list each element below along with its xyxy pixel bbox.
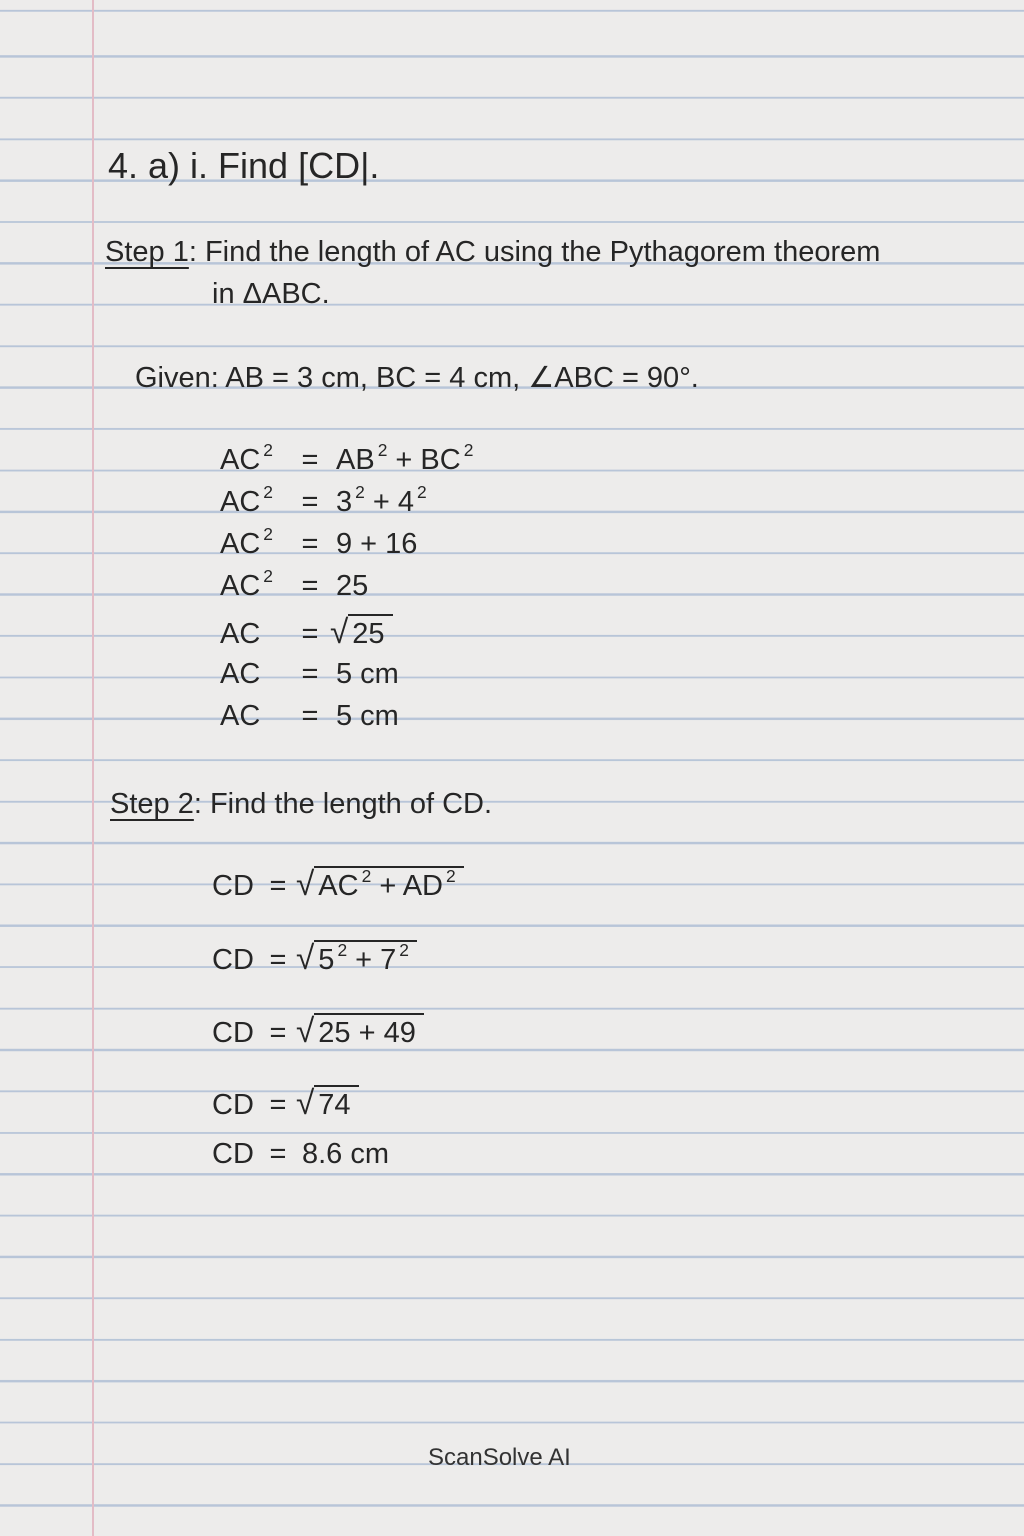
equation-lhs: [220, 439, 290, 476]
equation-line: [220, 523, 418, 560]
exponent: 2: [263, 565, 273, 586]
term: CD: [212, 1017, 254, 1049]
equation-line: [220, 660, 399, 689]
term: 8.6 cm: [302, 1138, 390, 1170]
equation-line: [220, 439, 474, 476]
equation-rhs: [336, 481, 427, 518]
equals-sign: =: [269, 870, 287, 902]
equation-lhs: [212, 946, 260, 975]
term: 5 cm: [336, 658, 399, 690]
equation-rhs: [296, 939, 417, 977]
question-title: 4. a) i. Find [CD|.: [108, 145, 380, 186]
equation-lhs: [212, 872, 260, 901]
equals-sign: =: [301, 570, 319, 602]
square-root-icon: √: [296, 1085, 315, 1122]
term: AC: [220, 618, 261, 650]
equation-rhs: [296, 865, 464, 903]
exponent: 2: [377, 439, 388, 460]
radicand: [348, 614, 392, 649]
equation-lhs: [220, 481, 290, 518]
equation-lhs: [212, 1019, 260, 1048]
term: 3: [336, 486, 353, 518]
equals-sign: =: [301, 700, 319, 732]
equals-sign: =: [301, 444, 319, 476]
term: 9 + 16: [336, 528, 418, 560]
radicand: [314, 940, 417, 975]
step1-text: : Find the length of AC using the Pythagorem theorem: [188, 236, 881, 268]
equation-lhs: [220, 565, 290, 602]
equation-rhs: [336, 570, 368, 602]
exponent: 2: [399, 939, 409, 960]
equation-line: [220, 481, 427, 518]
exponent: 2: [355, 481, 365, 502]
equals-sign: =: [269, 1089, 287, 1121]
step1-heading: [105, 238, 880, 267]
square-root-icon: √: [296, 940, 315, 977]
term: CD: [212, 944, 254, 976]
equals-sign: =: [301, 486, 319, 518]
step1-label: Step 1: [105, 236, 189, 268]
term: 74: [318, 1089, 351, 1121]
term: + 7: [347, 944, 397, 976]
equation-rhs: [296, 1013, 424, 1050]
equation-rhs: [336, 528, 417, 560]
equation-rhs: [336, 439, 474, 476]
exponent: 2: [263, 481, 273, 502]
radicand: [314, 866, 463, 901]
term: + BC: [387, 444, 461, 476]
square-root-icon: √: [296, 866, 315, 903]
step1-text-continued: in ΔABC.: [212, 278, 330, 310]
term: 5: [318, 944, 335, 976]
margin-line: [92, 0, 94, 1536]
exponent: 2: [361, 865, 372, 886]
square-root-icon: √: [296, 1013, 315, 1050]
term: AC: [318, 870, 359, 902]
exponent: 2: [463, 439, 474, 460]
equals-sign: =: [301, 658, 319, 690]
equation-lhs: [220, 660, 290, 689]
equals-sign: =: [269, 944, 287, 976]
term: 25: [352, 618, 385, 650]
exponent: 2: [446, 865, 456, 886]
equals-sign: =: [269, 1017, 287, 1049]
exponent: 2: [417, 481, 427, 502]
term: 25 + 49: [318, 1017, 416, 1049]
term: 5 cm: [336, 700, 399, 732]
equation-lhs: [220, 702, 290, 731]
exponent: 2: [263, 523, 273, 544]
term: AC: [220, 658, 261, 690]
equation-rhs: [302, 1138, 389, 1170]
term: CD: [212, 870, 254, 902]
exponent: 2: [337, 939, 348, 960]
term: + AD: [371, 870, 444, 902]
radicand: [314, 1013, 424, 1048]
exponent: 2: [263, 439, 273, 460]
given-line: Given: AB = 3 cm, BC = 4 cm, ∠ABC = 90°.: [135, 362, 699, 394]
equation-line: [220, 616, 393, 649]
step2-heading: [110, 790, 492, 819]
equation-lhs: [212, 1140, 260, 1169]
radicand: [314, 1085, 358, 1120]
equation-lhs: [212, 1091, 260, 1120]
equation-rhs: [296, 1085, 359, 1122]
term: 25: [336, 570, 369, 602]
equation-rhs: [336, 700, 399, 732]
square-root-icon: √: [330, 614, 349, 651]
equation-line: [212, 1087, 359, 1120]
equation-lhs: [220, 523, 290, 560]
step2-text: : Find the length of CD.: [193, 788, 493, 820]
equals-sign: =: [301, 528, 319, 560]
equation-line: [212, 865, 464, 903]
term: AC: [220, 444, 261, 476]
term: AC: [220, 486, 261, 518]
term: AB: [336, 444, 375, 476]
equals-sign: =: [269, 1138, 287, 1170]
equation-rhs: [330, 614, 393, 651]
term: CD: [212, 1138, 254, 1170]
brand-watermark: ScanSolve AI: [428, 1444, 571, 1471]
equation-line: [212, 1015, 424, 1048]
term: + 4: [364, 486, 414, 518]
equation-line: [220, 565, 369, 602]
step2-label: Step 2: [110, 788, 194, 820]
term: AC: [220, 570, 261, 602]
term: AC: [220, 700, 261, 732]
equation-lhs: [220, 620, 290, 649]
equation-line: [212, 939, 417, 977]
equals-sign: =: [301, 618, 319, 650]
equation-line: [212, 1140, 389, 1169]
equation-rhs: [336, 658, 399, 690]
equation-line: [220, 702, 399, 731]
term: AC: [220, 528, 261, 560]
term: CD: [212, 1089, 254, 1121]
